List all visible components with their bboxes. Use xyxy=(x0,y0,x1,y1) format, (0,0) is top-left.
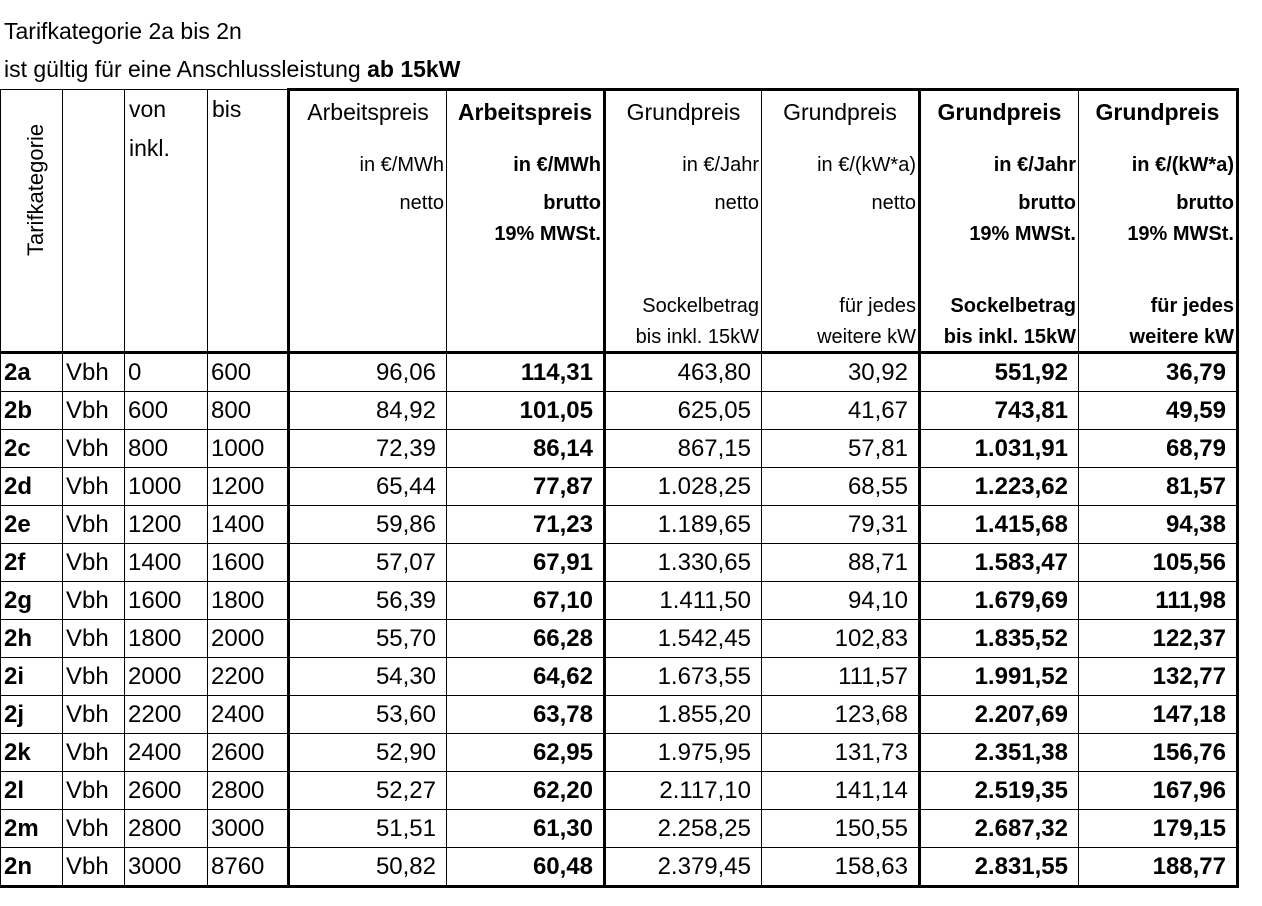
cell-unit: Vbh xyxy=(63,772,125,810)
cell-arbeitspreis-brutto: 66,28 xyxy=(447,620,605,658)
table-row xyxy=(1,848,1238,887)
cell-category: 2c xyxy=(1,430,63,468)
cell-bis: 600 xyxy=(208,353,289,392)
cell-grundpreis-jahr-netto: 1.975,95 xyxy=(605,734,762,772)
cell-arbeitspreis-netto: 54,30 xyxy=(289,658,447,696)
cell-grundpreis-kw-brutto: 188,77 xyxy=(1079,848,1238,887)
table-row xyxy=(1,506,1238,544)
cell-grundpreis-kw-netto: 57,81 xyxy=(762,430,920,468)
cell-unit: Vbh xyxy=(63,848,125,887)
cell-arbeitspreis-netto: 56,39 xyxy=(289,582,447,620)
cell-unit: Vbh xyxy=(63,658,125,696)
cell-grundpreis-jahr-netto: 1.673,55 xyxy=(605,658,762,696)
cell-von: 800 xyxy=(125,430,208,468)
cell-grundpreis-jahr-netto: 1.411,50 xyxy=(605,582,762,620)
cell-category: 2f xyxy=(1,544,63,582)
cell-grundpreis-jahr-brutto: 2.687,32 xyxy=(920,810,1079,848)
cell-arbeitspreis-brutto: 86,14 xyxy=(447,430,605,468)
cell-arbeitspreis-netto: 57,07 xyxy=(289,544,447,582)
header-category-label: Tarifkategorie xyxy=(23,123,48,256)
table-row xyxy=(1,392,1238,430)
cell-bis: 1200 xyxy=(208,468,289,506)
cell-arbeitspreis-brutto: 67,10 xyxy=(447,582,605,620)
cell-unit: Vbh xyxy=(63,353,125,392)
header-von xyxy=(125,90,208,353)
cell-arbeitspreis-netto: 96,06 xyxy=(289,353,447,392)
header-note-label: für jedes xyxy=(839,295,916,317)
cell-grundpreis-jahr-brutto: 2.831,55 xyxy=(920,848,1079,887)
header-unit-label: in €/Jahr xyxy=(993,154,1076,176)
cell-bis: 2200 xyxy=(208,658,289,696)
table-header-row xyxy=(1,90,1238,353)
cell-grundpreis-jahr-brutto: 743,81 xyxy=(920,392,1079,430)
header-unit xyxy=(63,90,125,353)
cell-grundpreis-kw-brutto: 68,79 xyxy=(1079,430,1238,468)
cell-von: 1000 xyxy=(125,468,208,506)
header-tax-label: brutto xyxy=(1176,192,1234,214)
cell-grundpreis-jahr-brutto: 1.991,52 xyxy=(920,658,1079,696)
cell-grundpreis-jahr-netto: 625,05 xyxy=(605,392,762,430)
table-row xyxy=(1,468,1238,506)
cell-bis: 1600 xyxy=(208,544,289,582)
cell-von: 600 xyxy=(125,392,208,430)
cell-arbeitspreis-brutto: 62,95 xyxy=(447,734,605,772)
cell-von: 0 xyxy=(125,353,208,392)
cell-unit: Vbh xyxy=(63,620,125,658)
cell-arbeitspreis-brutto: 62,20 xyxy=(447,772,605,810)
header-title: Grundpreis xyxy=(1095,99,1220,125)
header-grundpreis-jahr-brutto xyxy=(920,90,1079,353)
table-row xyxy=(1,544,1238,582)
cell-arbeitspreis-netto: 72,39 xyxy=(289,430,447,468)
table-row xyxy=(1,353,1238,392)
cell-arbeitspreis-brutto: 63,78 xyxy=(447,696,605,734)
cell-grundpreis-jahr-brutto: 1.223,62 xyxy=(920,468,1079,506)
cell-category: 2e xyxy=(1,506,63,544)
cell-bis: 2400 xyxy=(208,696,289,734)
table-row xyxy=(1,658,1238,696)
header-bis-label: bis xyxy=(212,96,242,122)
cell-grundpreis-jahr-netto: 463,80 xyxy=(605,353,762,392)
cell-grundpreis-kw-netto: 102,83 xyxy=(762,620,920,658)
cell-unit: Vbh xyxy=(63,582,125,620)
cell-bis: 8760 xyxy=(208,848,289,887)
table-row xyxy=(1,620,1238,658)
table-row xyxy=(1,772,1238,810)
table-row xyxy=(1,430,1238,468)
header-mwst-label: 19% MWSt. xyxy=(1127,223,1234,245)
cell-grundpreis-kw-netto: 111,57 xyxy=(762,658,920,696)
table-row xyxy=(1,810,1238,848)
header-note-label: Sockelbetrag xyxy=(950,295,1076,317)
cell-arbeitspreis-brutto: 114,31 xyxy=(447,353,605,392)
cell-grundpreis-jahr-brutto: 2.519,35 xyxy=(920,772,1079,810)
cell-von: 1400 xyxy=(125,544,208,582)
cell-von: 2400 xyxy=(125,734,208,772)
header-grundpreis-kw-brutto xyxy=(1079,90,1238,353)
header-title: Arbeitspreis xyxy=(457,99,593,125)
header-arbeitspreis-brutto xyxy=(447,90,605,353)
header-tax-label: brutto xyxy=(1018,192,1076,214)
cell-category: 2j xyxy=(1,696,63,734)
cell-grundpreis-kw-netto: 158,63 xyxy=(762,848,920,887)
header-note-label: für jedes xyxy=(1150,295,1234,317)
cell-von: 1200 xyxy=(125,506,208,544)
cell-arbeitspreis-brutto: 77,87 xyxy=(447,468,605,506)
cell-grundpreis-jahr-brutto: 1.415,68 xyxy=(920,506,1079,544)
cell-unit: Vbh xyxy=(63,810,125,848)
cell-arbeitspreis-netto: 52,27 xyxy=(289,772,447,810)
cell-arbeitspreis-brutto: 61,30 xyxy=(447,810,605,848)
header-unit-label: in €/Jahr xyxy=(682,154,759,176)
cell-grundpreis-kw-netto: 30,92 xyxy=(762,353,920,392)
header-tax-label: netto xyxy=(399,192,444,214)
cell-arbeitspreis-netto: 51,51 xyxy=(289,810,447,848)
cell-grundpreis-kw-brutto: 122,37 xyxy=(1079,620,1238,658)
cell-category: 2d xyxy=(1,468,63,506)
cell-grundpreis-kw-brutto: 111,98 xyxy=(1079,582,1238,620)
header-title: Grundpreis xyxy=(937,99,1062,125)
header-tax-label: netto xyxy=(871,192,916,214)
cell-category: 2n xyxy=(1,848,63,887)
cell-category: 2a xyxy=(1,353,63,392)
cell-unit: Vbh xyxy=(63,734,125,772)
cell-grundpreis-jahr-brutto: 2.351,38 xyxy=(920,734,1079,772)
cell-grundpreis-jahr-netto: 1.330,65 xyxy=(605,544,762,582)
cell-grundpreis-kw-netto: 131,73 xyxy=(762,734,920,772)
cell-grundpreis-jahr-netto: 1.855,20 xyxy=(605,696,762,734)
cell-grundpreis-jahr-brutto: 1.583,47 xyxy=(920,544,1079,582)
subtitle-bold-text: ab 15kW xyxy=(367,56,461,82)
cell-arbeitspreis-brutto: 71,23 xyxy=(447,506,605,544)
cell-grundpreis-kw-netto: 41,67 xyxy=(762,392,920,430)
header-arbeitspreis-netto xyxy=(289,90,447,353)
header-grundpreis-jahr-netto xyxy=(605,90,762,353)
cell-grundpreis-kw-netto: 68,55 xyxy=(762,468,920,506)
header-grundpreis-kw-netto xyxy=(762,90,920,353)
cell-bis: 1000 xyxy=(208,430,289,468)
cell-grundpreis-jahr-netto: 2.258,25 xyxy=(605,810,762,848)
cell-grundpreis-kw-netto: 123,68 xyxy=(762,696,920,734)
cell-arbeitspreis-brutto: 60,48 xyxy=(447,848,605,887)
cell-grundpreis-jahr-netto: 2.379,45 xyxy=(605,848,762,887)
cell-unit: Vbh xyxy=(63,696,125,734)
cell-arbeitspreis-netto: 50,82 xyxy=(289,848,447,887)
cell-von: 1800 xyxy=(125,620,208,658)
cell-category: 2b xyxy=(1,392,63,430)
header-note-label: weitere kW xyxy=(817,326,916,348)
cell-von: 2200 xyxy=(125,696,208,734)
header-note-label: Sockelbetrag xyxy=(642,295,759,317)
table-row xyxy=(1,696,1238,734)
cell-grundpreis-kw-brutto: 179,15 xyxy=(1079,810,1238,848)
cell-grundpreis-kw-brutto: 167,96 xyxy=(1079,772,1238,810)
cell-grundpreis-jahr-netto: 1.028,25 xyxy=(605,468,762,506)
header-note-label: bis inkl. 15kW xyxy=(635,326,759,348)
cell-bis: 2800 xyxy=(208,772,289,810)
cell-von: 2000 xyxy=(125,658,208,696)
cell-grundpreis-kw-brutto: 49,59 xyxy=(1079,392,1238,430)
tariff-table xyxy=(0,88,1239,888)
table-row xyxy=(1,734,1238,772)
cell-arbeitspreis-brutto: 64,62 xyxy=(447,658,605,696)
header-tax-label: netto xyxy=(714,192,759,214)
table-row xyxy=(1,582,1238,620)
cell-bis: 2000 xyxy=(208,620,289,658)
subtitle-text: ist gültig für eine Anschlussleistung xyxy=(4,56,368,82)
cell-bis: 1800 xyxy=(208,582,289,620)
header-von-inkl-label: inkl. xyxy=(129,135,170,161)
cell-unit: Vbh xyxy=(63,468,125,506)
cell-grundpreis-jahr-brutto: 1.679,69 xyxy=(920,582,1079,620)
cell-arbeitspreis-netto: 84,92 xyxy=(289,392,447,430)
cell-arbeitspreis-brutto: 101,05 xyxy=(447,392,605,430)
cell-grundpreis-kw-brutto: 156,76 xyxy=(1079,734,1238,772)
header-title: Arbeitspreis xyxy=(307,99,429,125)
cell-category: 2g xyxy=(1,582,63,620)
cell-arbeitspreis-netto: 55,70 xyxy=(289,620,447,658)
cell-grundpreis-kw-netto: 141,14 xyxy=(762,772,920,810)
header-unit-label: in €/(kW*a) xyxy=(1131,154,1234,176)
cell-von: 2800 xyxy=(125,810,208,848)
cell-von: 3000 xyxy=(125,848,208,887)
cell-grundpreis-kw-netto: 79,31 xyxy=(762,506,920,544)
page-subtitle xyxy=(4,54,460,84)
cell-von: 2600 xyxy=(125,772,208,810)
header-bis xyxy=(208,90,289,353)
header-von-label: von xyxy=(129,96,167,122)
cell-grundpreis-jahr-netto: 2.117,10 xyxy=(605,772,762,810)
cell-grundpreis-jahr-netto: 1.542,45 xyxy=(605,620,762,658)
cell-bis: 800 xyxy=(208,392,289,430)
cell-category: 2m xyxy=(1,810,63,848)
cell-von: 1600 xyxy=(125,582,208,620)
header-title: Grundpreis xyxy=(626,99,741,125)
cell-category: 2i xyxy=(1,658,63,696)
cell-arbeitspreis-netto: 59,86 xyxy=(289,506,447,544)
cell-grundpreis-kw-brutto: 36,79 xyxy=(1079,353,1238,392)
header-tax-label: brutto xyxy=(543,192,601,214)
cell-arbeitspreis-netto: 52,90 xyxy=(289,734,447,772)
cell-grundpreis-jahr-netto: 1.189,65 xyxy=(605,506,762,544)
cell-arbeitspreis-netto: 65,44 xyxy=(289,468,447,506)
cell-arbeitspreis-netto: 53,60 xyxy=(289,696,447,734)
header-mwst-label: 19% MWSt. xyxy=(969,223,1076,245)
cell-bis: 3000 xyxy=(208,810,289,848)
cell-grundpreis-kw-netto: 150,55 xyxy=(762,810,920,848)
cell-grundpreis-kw-brutto: 94,38 xyxy=(1079,506,1238,544)
cell-grundpreis-jahr-brutto: 1.835,52 xyxy=(920,620,1079,658)
cell-unit: Vbh xyxy=(63,392,125,430)
header-title: Grundpreis xyxy=(783,99,897,125)
header-note-label: weitere kW xyxy=(1129,326,1234,348)
header-mwst-label: 19% MWSt. xyxy=(494,223,601,245)
cell-grundpreis-kw-brutto: 147,18 xyxy=(1079,696,1238,734)
cell-unit: Vbh xyxy=(63,544,125,582)
header-category xyxy=(1,90,63,353)
cell-grundpreis-jahr-netto: 867,15 xyxy=(605,430,762,468)
cell-unit: Vbh xyxy=(63,506,125,544)
cell-grundpreis-kw-netto: 94,10 xyxy=(762,582,920,620)
cell-grundpreis-jahr-brutto: 1.031,91 xyxy=(920,430,1079,468)
cell-bis: 1400 xyxy=(208,506,289,544)
cell-arbeitspreis-brutto: 67,91 xyxy=(447,544,605,582)
header-unit-label: in €/MWh xyxy=(359,154,444,176)
cell-category: 2h xyxy=(1,620,63,658)
header-unit-label: in €/(kW*a) xyxy=(817,154,916,176)
cell-category: 2k xyxy=(1,734,63,772)
cell-category: 2l xyxy=(1,772,63,810)
cell-grundpreis-jahr-brutto: 2.207,69 xyxy=(920,696,1079,734)
cell-grundpreis-kw-netto: 88,71 xyxy=(762,544,920,582)
cell-grundpreis-kw-brutto: 105,56 xyxy=(1079,544,1238,582)
cell-unit: Vbh xyxy=(63,430,125,468)
page-title: Tarifkategorie 2a bis 2n xyxy=(4,18,242,44)
cell-bis: 2600 xyxy=(208,734,289,772)
header-note-label: bis inkl. 15kW xyxy=(943,326,1076,348)
cell-grundpreis-kw-brutto: 132,77 xyxy=(1079,658,1238,696)
cell-grundpreis-kw-brutto: 81,57 xyxy=(1079,468,1238,506)
cell-grundpreis-jahr-brutto: 551,92 xyxy=(920,353,1079,392)
header-unit-label: in €/MWh xyxy=(513,154,601,176)
